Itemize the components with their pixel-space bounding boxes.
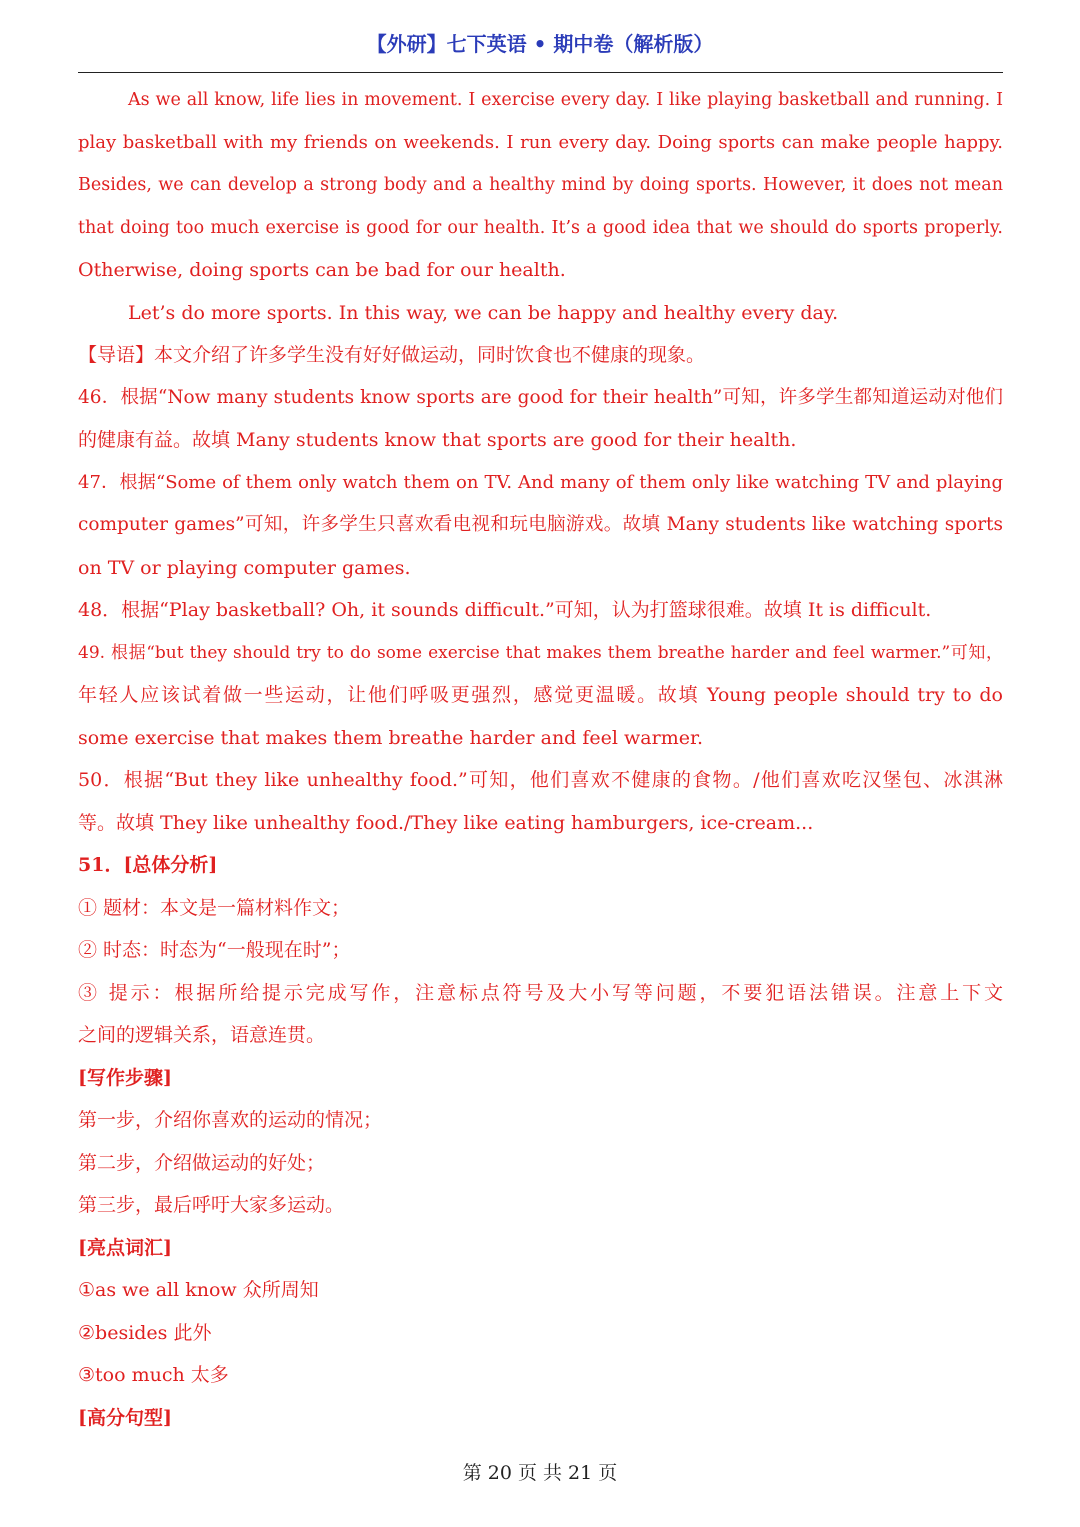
answer-47-line: on TV or playing computer games. (78, 556, 411, 579)
analysis-item: 之间的逻辑关系，语意连贯。 (78, 1024, 326, 1046)
essay-line: As we all know, life lies in movement. I exercise every day. I like playing basketball and running. I (128, 90, 1003, 110)
essay-line: Otherwise, doing sports can be bad for our health. (78, 259, 566, 281)
header-divider (78, 72, 1003, 73)
essay-line: Besides, we can develop a strong body and a healthy mind by doing sports. However, it does not mean (78, 175, 1003, 195)
answer-50-line: 50．根据“But they like unhealthy food.”可知，他们喜欢不健康的食物。/他们喜欢吃汉堡包、冰淇淋 (78, 769, 1003, 791)
step-item: 第二步，介绍做运动的好处； (78, 1151, 326, 1174)
analysis-item: ① 题材：本文是一篇材料作文； (78, 896, 351, 919)
vocab-item: ①as we all know 众所周知 (78, 1279, 319, 1301)
essay-line: that doing too much exercise is good for our health. It’s a good idea that we should do sports properly. (78, 217, 1003, 238)
vocab-item: ③too much 太多 (78, 1364, 229, 1386)
answer-49-line: some exercise that makes them breathe harder and feel warmer. (78, 726, 703, 749)
section-heading-overall: 51．[总体分析] (78, 854, 218, 876)
page-header-title: 【外研】七下英语 • 期中卷（解析版） (366, 32, 714, 56)
answer-48-line: 48．根据“Play basketball? Oh, it sounds difficult.”可知，认为打篮球很难。故填 It is difficult. (78, 599, 932, 621)
step-item: 第一步，介绍你喜欢的运动的情况； (78, 1109, 383, 1131)
answer-46-line: 46．根据“Now many students know sports are good for their health”可知，许多学生都知道运动对他们 (78, 386, 1003, 408)
answer-47-line: 47．根据“Some of them only watch them on TV. And many of them only like watching TV and playing (78, 471, 1003, 493)
step-item: 第三步，最后呼吁大家多运动。 (78, 1194, 345, 1216)
intro-line: 【导语】本文介绍了许多学生没有好好做运动，同时饮食也不健康的现象。 (78, 344, 706, 366)
essay-line: Let’s do more sports. In this way, we can be happy and healthy every day. (128, 301, 839, 324)
analysis-item: ③ 提示：根据所给提示完成写作，注意标点符号及大小写等问题，不要犯语法错误。注意上下文 (78, 981, 1003, 1004)
section-heading-sentences: [高分句型] (78, 1406, 172, 1429)
answer-49-line: 年轻人应该试着做一些运动，让他们呼吸更强烈，感觉更温暖。故填 Young people should try to do (78, 684, 1003, 706)
document-body (78, 81, 1003, 1441)
section-heading-vocab: [亮点词汇] (78, 1236, 172, 1259)
answer-46-line: 的健康有益。故填 Many students know that sports are good for their health. (78, 429, 797, 451)
page-number: 第 20 页 共 21 页 (462, 1462, 618, 1484)
essay-line: play basketball with my friends on weekends. I run every day. Doing sports can make people happy. (78, 131, 1003, 153)
answer-47-line: computer games”可知，许多学生只喜欢看电视和玩电脑游戏。故填 Many students like watching sports (78, 514, 1003, 535)
answer-50-line: 等。故填 They like unhealthy food./They like eating hamburgers, ice-cream... (78, 811, 814, 834)
vocab-item: ②besides 此外 (78, 1321, 212, 1344)
section-heading-steps: [写作步骤] (78, 1066, 172, 1089)
answer-49-line: 49. 根据“but they should try to do some exercise that makes them breathe harder and feel warmer.”可知， (78, 642, 1003, 663)
analysis-item: ② 时态：时态为“一般现在时”； (78, 939, 351, 961)
